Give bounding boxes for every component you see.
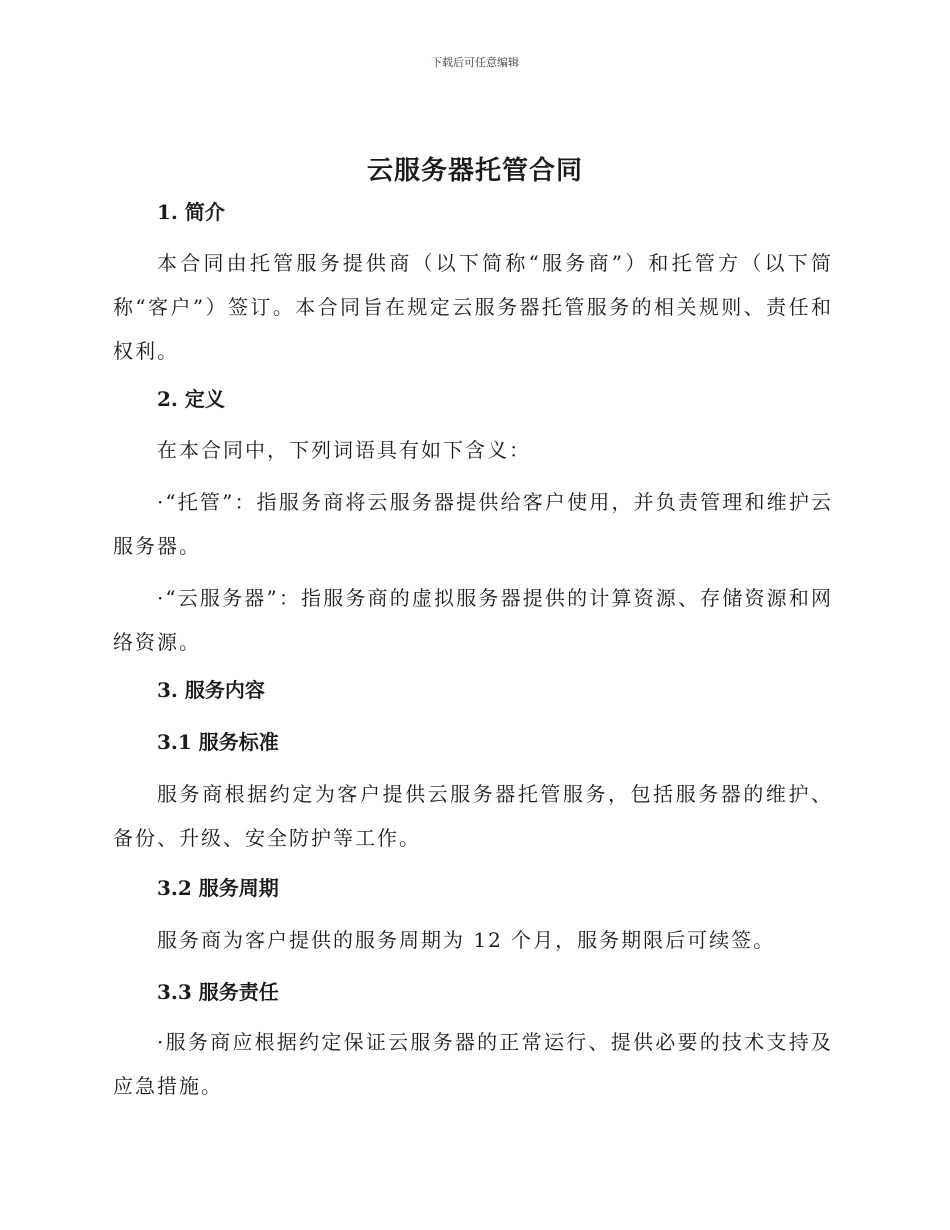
paragraph-definition-hosting: ·“托管”：指服务商将云服务器提供给客户使用，并负责管理和维护云服务器。 (113, 490, 833, 558)
section-heading-definitions: 2. 定义 (157, 387, 225, 411)
paragraph-service-period: 服务商为客户提供的服务周期为 12 个月，服务期限后可续签。 (157, 928, 776, 952)
paragraph-intro: 本合同由托管服务提供商（以下简称“服务商”）和托管方（以下简称“客户”）签订。本合同旨在规定云服务器托管服务的相关规则、责任和权利。 (113, 251, 833, 363)
paragraph-service-standard: 服务商根据约定为客户提供云服务器托管服务，包括服务器的维护、备份、升级、安全防护等工作。 (113, 782, 833, 850)
subsection-heading-service-period: 3.2 服务周期 (157, 876, 279, 900)
paragraph-definition-cloud-server: ·“云服务器”：指服务商的虚拟服务器提供的计算资源、存储资源和网络资源。 (113, 586, 833, 654)
paragraph-service-responsibility: ·服务商应根据约定保证云服务器的正常运行、提供必要的技术支持及应急措施。 (113, 1030, 833, 1098)
section-heading-service-content: 3. 服务内容 (157, 678, 265, 702)
subsection-heading-service-responsibility: 3.3 服务责任 (157, 980, 279, 1004)
subsection-heading-service-standard: 3.1 服务标准 (157, 730, 279, 754)
page-header: 下载后可任意编辑 (431, 56, 519, 69)
document-title: 云服务器托管合同 (366, 156, 583, 186)
section-heading-intro: 1. 简介 (157, 200, 225, 224)
paragraph-definitions-intro: 在本合同中，下列词语具有如下含义： (157, 438, 531, 462)
